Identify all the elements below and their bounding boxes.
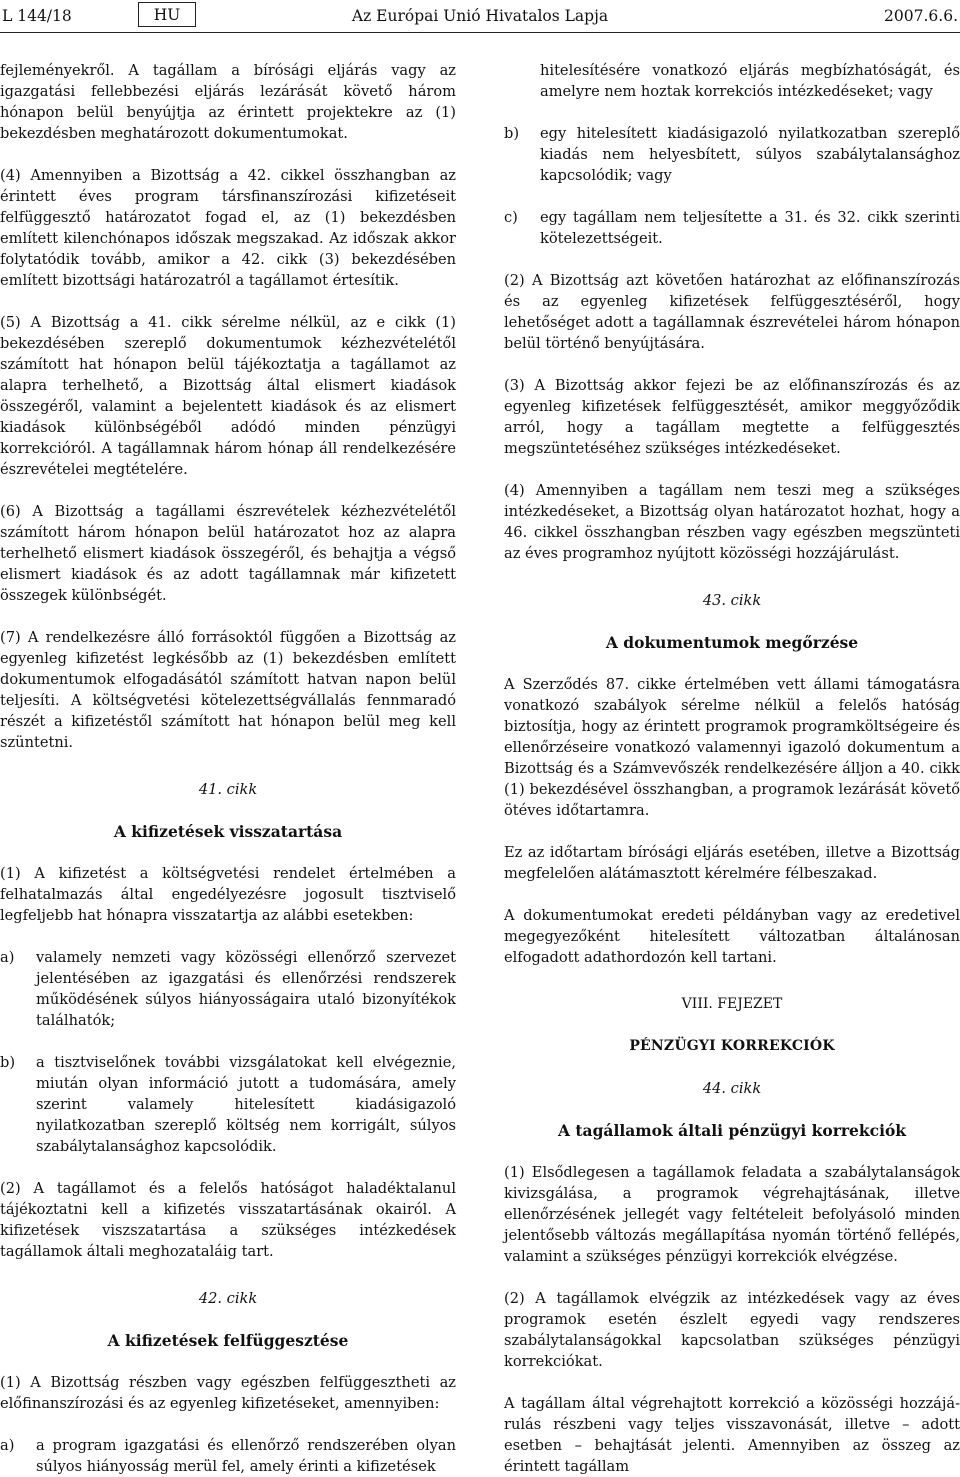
paragraph-continued: fejleményekről. A tagállam a bírósági eljárás vagy az igazgatási fellebbezési eljárás lezárását követő három hónapon belül benyújtja az érintett projektekre az (1) bekezdésben meghatározott dokumentumokat. [0, 62, 456, 142]
list-item-label: b) [0, 1054, 16, 1071]
article-42-number: 42. cikk [198, 1290, 258, 1307]
list-item [0, 1435, 456, 1477]
article-44-paragraph-1: (1) Elsődlegesen a tagállamok feladata a szabálytalanságok kivizsgálása, a programok végrehajtásának, illetve ellenőrzésének jellegét vagy feltételeit befolyásoló minden jelentősebb változás megállapítása nyomán történő fellépés, valamint a szükséges pénzügyi korrekciók elvégzése. [504, 1164, 960, 1265]
list-item [0, 947, 456, 1031]
article-43-paragraph-1: A Szerződés 87. cikke értelmében vett állami támogatásra vonatkozó szabályok sérelme nélkül a felelős hatóság biztosítja, hogy az érintett programok programköltségeire és ellenőrzéseire vonatkozó valamennyi igazoló dokumentum a Bizottság és a Számvevőszék rendelkezésére álljon a 40. cikk (1) bekezdésével összhangban, a programok lezárását követő ötéves időtartamra. [504, 676, 960, 819]
list-item-text: valamely nemzeti vagy közösségi ellenőrző szervezet jelentésében az igazgatási és ellenőrzési rendszerek működésének súlyos hiányosságaira utaló bizonyítékok találhatók; [36, 949, 456, 1029]
list-item-label: b) [504, 125, 520, 142]
article-44-paragraph-3: A tagállam által végrehajtott korrekció a közösségi hozzájárulás részbeni vagy teljes visszavonását, illetve – adott esetben – behajtását jelenti. Amennyiben az összeg az érintett tagállam [504, 1395, 960, 1475]
list-item-label: a) [0, 1437, 15, 1454]
list-item-text: hitelesítésére vonatkozó eljárás megbízhatóságát, és amelyre nem hoztak korrekciós intézkedéseket; vagy [540, 62, 960, 100]
paragraph-5: (5) A Bizottság a 41. cikk sérelme nélkül, az e cikk (1) bekezdésében szereplő dokumentumok kézhezvételétől számított hat hónapon belül tájékoztatja a tagállamot az alapra terhelhető, a Bizottság által elismert kiadások összegéről, valamint a bejelentett kiadások és az elismert kiadások különbségéből adódó minden pénzügyi korrekcióról. A tagállamnak három hónap áll rendelkezésére észrevételei megtételére. [0, 314, 456, 478]
list-item [504, 60, 960, 102]
article-43-paragraph-2: Ez az időtartam bírósági eljárás esetében, illetve a Bizottság megfelelően alátámasztott kérelmére félbeszakad. [504, 844, 960, 882]
article-41-paragraph-1: (1) A kifizetést a költségvetési rendelet értelmében a felhatalmazás által engedélyezésre jogosult tisztviselő legfeljebb hat hónapra visszatartja az alábbi esetekben: [0, 865, 456, 924]
list-item [504, 123, 960, 186]
article-41-title: A kifizetések visszatartása [113, 822, 343, 841]
article-42-paragraph-3: (3) A Bizottság akkor fejezi be az előfinanszírozás és az egyenleg kifizetések felfüggesztését, amikor meggyőződik arról, hogy a tagállam megtette a felfüggesztés megszüntetéséhez szükséges intézkedéseket. [504, 377, 960, 457]
publication-date: 2007.6.6. [884, 7, 958, 25]
list-item [0, 1052, 456, 1157]
article-43-paragraph-3: A dokumentumokat eredeti példányban vagy az eredetivel megegyezőként hitelesített változatban általánosan elfogadott adathordozón kell tartani. [504, 907, 960, 966]
journal-title: Az Európai Unió Hivatalos Lapja [351, 7, 609, 25]
page-reference: L 144/18 [2, 7, 72, 25]
header-rule [0, 32, 960, 33]
article-41-number: 41. cikk [198, 781, 258, 798]
article-42-paragraph-4: (4) Amennyiben a tagállam nem teszi meg a szükséges intézkedéseket, a Bizottság olyan határozatot hozhat, hogy a 46. cikkel összhangban részben vagy egészben megszünteti az éves programhoz nyújtott közösségi hozzájárulást. [504, 482, 960, 562]
article-42-paragraph-2: (2) A Bizottság azt követően határozhat az előfinanszírozás és az egyenleg kifizetések felfüggesztéséről, hogy lehetőséget adott a tagállamnak észrevételei három hónapon belül történő benyújtására. [504, 272, 960, 352]
article-44-number: 44. cikk [702, 1080, 762, 1097]
right-column [504, 60, 960, 1477]
chapter-number: VIII. FEJEZET [681, 996, 783, 1012]
article-43-title: A dokumentumok megőrzése [605, 633, 859, 652]
paragraph-4: (4) Amennyiben a Bizottság a 42. cikkel összhangban az érintett éves program társfinanszírozási kifizetéseit felfüggesztő határozatot fogad el, az (1) bekezdésben említett kilenchónapos időszak megszakad. Az időszak akkor folytatódik tovább, amikor a 42. cikk (3) bekezdésében említett bizottsági határozatról a tagállamot értesítik. [0, 167, 456, 289]
list-item-text: egy tagállam nem teljesítette a 31. és 32. cikk szerinti kötelezettségeit. [540, 209, 960, 247]
article-42-paragraph-1: (1) A Bizottság részben vagy egészben felfüggesztheti az előfinanszírozási és az egyenleg kifizetéseket, amennyiben: [0, 1374, 456, 1412]
paragraph-7: (7) A rendelkezésre álló forrásoktól függően a Bizottság az egyenleg kifizetést legkésőbb az (1) bekezdésben említett dokumentumok elfogadásától számított hatvan napon belül teljesíti. A költségvetési kötelezettségvállalás fennmaradó részét a kifizetéstől számított hat hónapon belül meg kell szüntetni. [0, 629, 456, 751]
article-44-title: A tagállamok általi pénzügyi korrekciók [557, 1121, 907, 1140]
list-item-text: a tisztviselőnek további vizsgálatokat kell elvégeznie, miután olyan információ jutott a tudomására, amely szerint valamely hitelesített kiadásigazoló nyilatkozatban szereplő költség nem korrigált, súlyos szabálytalansághoz kapcsolódik. [36, 1054, 456, 1155]
list-item-text: egy hitelesített kiadásigazoló nyilatkozatban szereplő kiadás nem helyesbített, súlyos szabálytalansághoz kapcsolódik; vagy [540, 125, 960, 184]
page-header [0, 0, 960, 33]
list-item-label: c) [504, 209, 518, 226]
article-42-title: A kifizetések felfüggesztése [107, 1331, 349, 1350]
list-item [504, 207, 960, 249]
article-43-number: 43. cikk [702, 592, 762, 609]
chapter-title: PÉNZÜGYI KORREKCIÓK [629, 1038, 835, 1054]
list-item-text: a program igazgatási és ellenőrző rendszerében olyan súlyos hiányosság merül fel, amely érinti a kifizetések [36, 1437, 456, 1475]
left-column [0, 60, 456, 1477]
list-item-label: a) [0, 949, 15, 966]
paragraph-6: (6) A Bizottság a tagállami észrevételek kézhezvételétől számított három hónapon belül határozatot hoz az alapra terhelhető elismert kiadások összegéről, és behajtja a végső elismert kiadások és az adott tagállamnak már kifizetett összegek különbségét. [0, 503, 456, 604]
language-badge: HU [138, 2, 196, 27]
article-44-paragraph-2: (2) A tagállamok elvégzik az intézkedések vagy az éves programok esetén észlelt egyedi vagy rendszeres szabálytalanságokkal kapcsolatban szükséges pénzügyi korrekciókat. [504, 1290, 960, 1370]
article-41-paragraph-2: (2) A tagállamot és a felelős hatóságot haladéktalanul tájékoztatni kell a kifizetés visszatartásának okairól. A kifizetések viszszatartása a szükséges intézkedések tagállamok általi meghozataláig tart. [0, 1180, 456, 1260]
